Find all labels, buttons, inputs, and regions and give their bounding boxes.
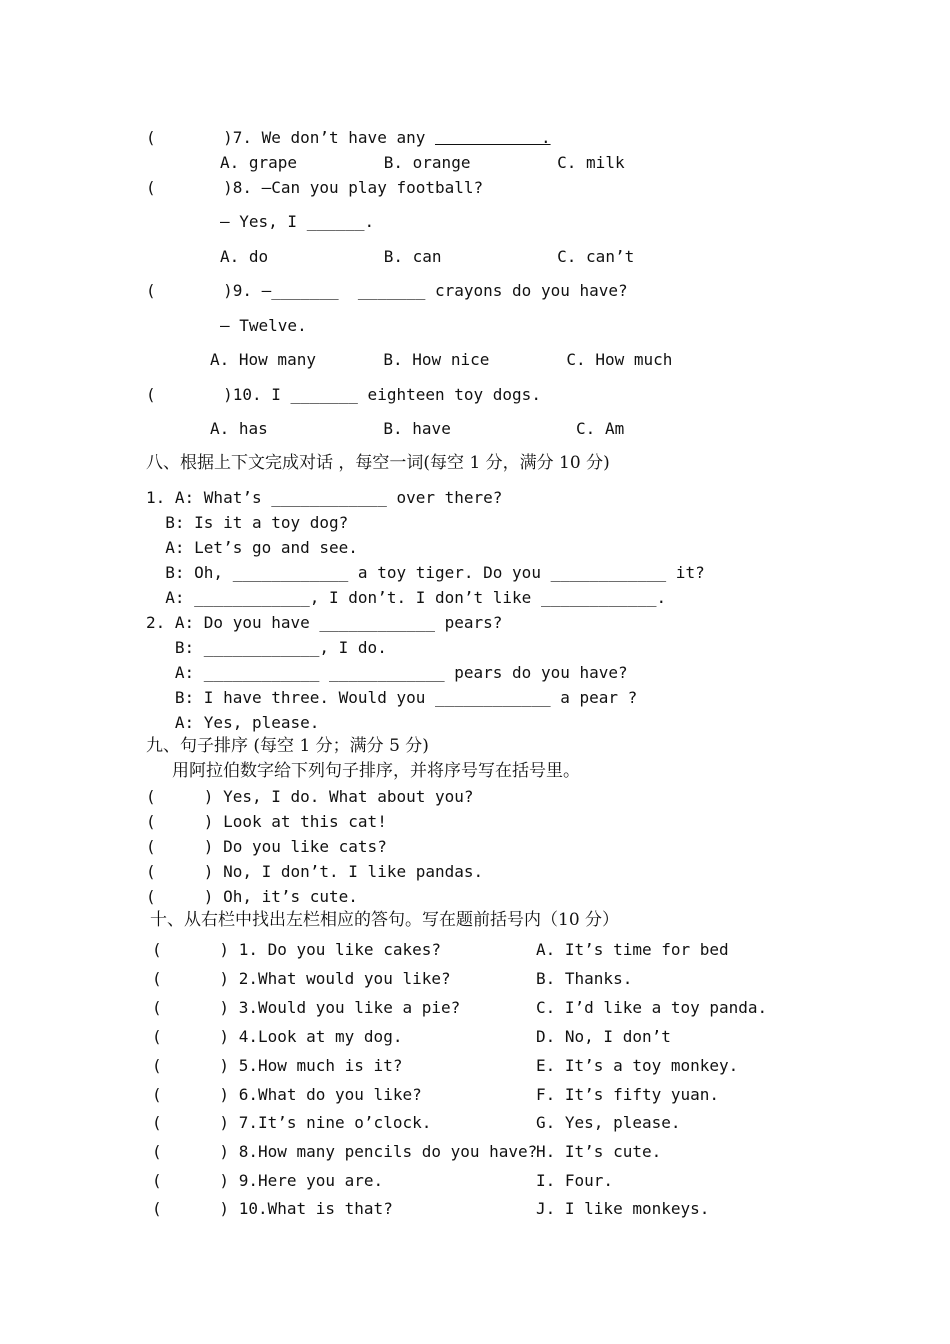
question-10-options: A. has B. have C. Am [210, 419, 625, 438]
dialogue-line: B: Is it a toy dog? [146, 513, 349, 532]
dialogue-line: A: Yes, please. [146, 713, 320, 732]
match-left-item: ( ) 3.Would you like a pie? [152, 998, 461, 1017]
ordering-item: ( ) Oh, it’s cute. [146, 887, 358, 906]
match-left-item: ( ) 8.How many pencils do you have? [152, 1142, 538, 1161]
question-10: ( )10. I _______ eighteen toy dogs. [146, 385, 541, 404]
match-left-item: ( ) 1. Do you like cakes? [152, 940, 441, 959]
question-7 [146, 128, 551, 148]
match-right-item: F. It’s fifty yuan. [536, 1085, 720, 1104]
ordering-item: ( ) Do you like cats? [146, 837, 387, 856]
dialogue-line: B: ____________, I do. [146, 638, 387, 657]
question-7-text: ( )7. We don’t have any [146, 128, 435, 147]
dialogue-line: A: ____________ ____________ pears do you have? [146, 663, 628, 682]
question-9-answer: — Twelve. [220, 316, 307, 335]
match-left-item: ( ) 2.What would you like? [152, 969, 451, 988]
match-left-item: ( ) 4.Look at my dog. [152, 1027, 403, 1046]
match-right-item: G. Yes, please. [536, 1113, 681, 1132]
dialogue-line: B: Oh, ____________ a toy tiger. Do you ____________ it? [146, 563, 705, 582]
dialogue-line: A: Let’s go and see. [146, 538, 358, 557]
question-8: ( )8. —Can you play football? [146, 178, 484, 197]
dialogue-line: B: I have three. Would you ____________ a pear ? [146, 688, 638, 707]
match-right-item: I. Four. [536, 1171, 614, 1190]
match-left-item: ( ) 7.It’s nine o’clock. [152, 1113, 432, 1132]
section-9-title: 九、句子排序 (每空 1 分；满分 5 分) [146, 736, 429, 756]
match-right-item: B. Thanks. [536, 969, 633, 988]
ordering-item: ( ) No, I don’t. I like pandas. [146, 862, 484, 881]
question-8-options: A. do B. can C. can’t [220, 247, 635, 266]
match-left-item: ( ) 9.Here you are. [152, 1171, 384, 1190]
question-7-options: A. grape B. orange C. milk [220, 153, 625, 172]
question-9: ( )9. —_______ _______ crayons do you have? [146, 281, 628, 300]
ordering-item: ( ) Look at this cat! [146, 812, 387, 831]
match-right-item: A. It’s time for bed [536, 940, 729, 959]
section-9-instruction: 用阿拉伯数字给下列句子排序，并将序号写在括号里。 [172, 761, 580, 781]
match-right-item: C. I’d like a toy panda. [536, 998, 768, 1017]
question-8-answer: — Yes, I ______. [220, 212, 375, 231]
match-left-item: ( ) 10.What is that? [152, 1199, 393, 1218]
dialogue-line: 1. A: What’s ____________ over there? [146, 488, 503, 507]
section-8-title: 八、根据上下文完成对话 ，每空一词(每空 1 分，满分 10 分) [146, 453, 610, 473]
dialogue-line: A: ____________, I don’t. I don’t like ____________. [146, 588, 667, 607]
dialogue-line: 2. A: Do you have ____________ pears? [146, 613, 503, 632]
match-left-item: ( ) 6.What do you like? [152, 1085, 422, 1104]
question-7-blank: . [434, 128, 551, 147]
match-left-item: ( ) 5.How much is it? [152, 1056, 403, 1075]
question-9-options: A. How many B. How nice C. How much [210, 350, 673, 369]
match-right-item: H. It’s cute. [536, 1142, 662, 1161]
section-10-title: 十、从右栏中找出左栏相应的答句。写在题前括号内（10 分） [150, 910, 620, 930]
match-right-item: D. No, I don’t [536, 1027, 671, 1046]
ordering-item: ( ) Yes, I do. What about you? [146, 787, 474, 806]
match-right-item: E. It’s a toy monkey. [536, 1056, 739, 1075]
match-right-item: J. I like monkeys. [536, 1199, 710, 1218]
